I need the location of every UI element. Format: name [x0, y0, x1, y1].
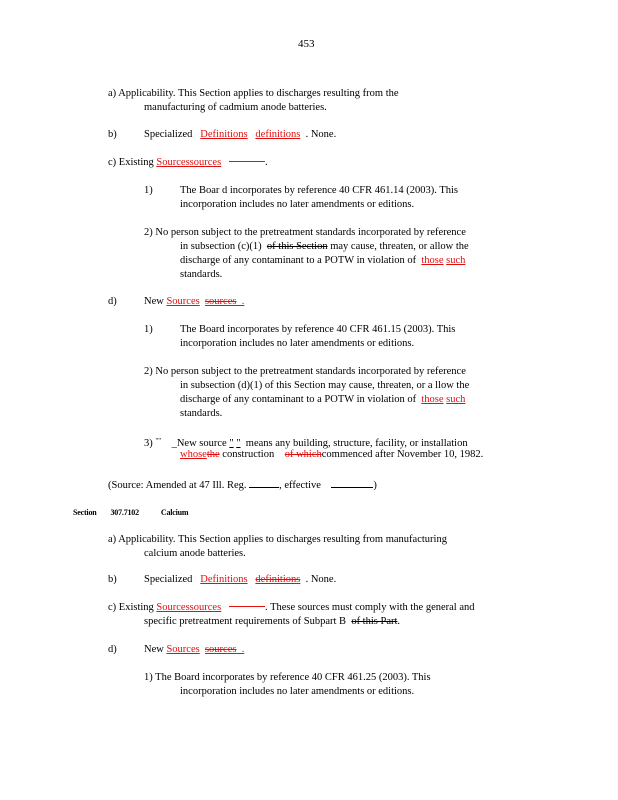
text: may cause, threaten, or allow the: [330, 241, 469, 252]
text: , effective: [279, 480, 321, 491]
text-line: [144, 254, 469, 268]
paragraph-d2: [144, 365, 469, 421]
text-line: [108, 615, 475, 629]
quote-mark: "": [155, 437, 162, 445]
deleted-text: of this Part: [351, 616, 398, 627]
text-line: calcium anode batteries.: [144, 548, 246, 559]
text: ): [373, 480, 377, 491]
text: (Source: Amended at 47 Ill. Reg.: [108, 480, 247, 491]
item-label: b): [108, 574, 117, 585]
text: in subsection (c)(1): [180, 241, 262, 252]
paragraph-d3: [144, 434, 483, 462]
inserted-text: Sources: [156, 602, 190, 613]
item-label: 1): [144, 185, 153, 196]
section-heading: [73, 506, 188, 520]
paragraph-d1: [144, 671, 431, 699]
blank-line: [331, 476, 373, 488]
section-word: Section: [73, 508, 97, 517]
text-line: incorporation includes no later amendments or editions.: [180, 686, 415, 697]
text: Specialized: [144, 129, 193, 140]
deleted-text: such: [446, 255, 466, 266]
section-title: Calcium: [160, 508, 189, 517]
deletion-mark: [229, 601, 265, 607]
text: . None.: [305, 129, 337, 140]
text-line: [144, 434, 483, 448]
text-line: standards.: [180, 269, 223, 280]
text-line: 2) No person subject to the pretreatment standards incorporated by reference: [144, 366, 466, 377]
subsection-b-definitions: [108, 128, 336, 142]
text: specific pretreatment requirements of Subpart B: [144, 616, 347, 627]
deleted-text: sources: [189, 602, 222, 613]
subsection-a-applicability: [108, 87, 399, 115]
deleted-text: sources: [204, 644, 237, 655]
deleted-text: sources: [189, 157, 222, 168]
subsection-c-existing-sources: [108, 601, 475, 629]
deleted-text: of which: [284, 449, 322, 460]
text-line: [108, 601, 475, 615]
text: . None.: [305, 574, 337, 585]
text-line: 2) No person subject to the pretreatment standards incorporated by reference: [144, 227, 466, 238]
text: .: [397, 616, 401, 627]
item-label: b): [108, 129, 117, 140]
text-line: [144, 393, 469, 407]
text: c) Existing: [108, 157, 154, 168]
item-label: 3): [144, 438, 153, 449]
subsection-a-applicability: [108, 533, 447, 561]
text-line: [144, 184, 458, 198]
text-line: a) Applicability. This Section applies to discharges resulting from the: [108, 88, 399, 99]
source-note: [108, 476, 377, 493]
text: Specialized: [144, 574, 193, 585]
deleted-text: the: [206, 449, 220, 460]
subsection-b-definitions: [108, 573, 336, 587]
item-label: d): [108, 644, 117, 655]
inserted-text: Definitions: [200, 574, 248, 585]
text-line: [144, 240, 469, 254]
text: discharge of any contaminant to a POTW in violation of: [180, 394, 417, 405]
paragraph-c2: [144, 226, 469, 282]
text-line: 1) The Board incorporates by reference 40 CFR 461.25 (2003). This: [144, 672, 431, 683]
quote-mark: ": [229, 438, 234, 449]
item-label: d): [108, 296, 117, 307]
deleted-text: such: [446, 394, 466, 405]
item-label: 1): [144, 324, 153, 335]
text: commenced after November 10, 1982.: [321, 449, 484, 460]
subsection-d-new-sources: d) New Sources sources .: [108, 296, 245, 307]
paragraph-c1: [144, 184, 458, 212]
inserted-text: Sources: [166, 296, 200, 307]
text-line: a) Applicability. This Section applies to discharges resulting from manufacturing: [108, 534, 447, 545]
subsection-d-new-sources: d) New Sources sources .: [108, 644, 245, 655]
text-line: standards.: [180, 408, 223, 419]
inserted-text: Sources: [166, 644, 200, 655]
text-line: [144, 448, 483, 462]
text: The Board incorporates by reference 40 CFR 461.15 (2003). This: [180, 324, 456, 335]
text: means any building, structure, facility, or installation: [245, 438, 468, 449]
deletion-mark: [229, 156, 265, 162]
text: c) Existing: [108, 602, 154, 613]
text-line: [144, 323, 455, 337]
subsection-c-existing-sources: c) Existing Sourcessources .: [108, 157, 268, 168]
deleted-text: definitions: [255, 574, 301, 585]
text: discharge of any contaminant to a POTW in violation of: [180, 255, 417, 266]
inserted-text: those: [421, 394, 444, 405]
text: New: [144, 296, 164, 307]
blank-line: [249, 476, 279, 488]
deleted-text: definitions: [255, 129, 301, 140]
deleted-text: of this Section: [266, 241, 328, 252]
text: construction: [222, 449, 275, 460]
quote-mark: ": [236, 438, 241, 449]
text: _New source: [171, 438, 227, 449]
text-line: manufacturing of cadmium anode batteries.: [144, 102, 327, 113]
section-number: 307.7102: [110, 508, 139, 517]
text-line: incorporation includes no later amendments or editions.: [180, 338, 415, 349]
deleted-text: sources: [204, 296, 237, 307]
page-number: 453: [298, 38, 315, 50]
text-line: in subsection (d)(1) of this Section may cause, threaten, or a llow the: [180, 380, 470, 391]
inserted-text: Definitions: [200, 129, 248, 140]
paragraph-d1: [144, 323, 455, 351]
inserted-text: whose: [180, 449, 207, 460]
text: The Boar d incorporates by reference 40 CFR 461.14 (2003). This: [180, 185, 458, 196]
inserted-text: those: [421, 255, 444, 266]
text: . These sources must comply with the general and: [265, 602, 475, 613]
inserted-text: Sources: [156, 157, 190, 168]
text-line: incorporation includes no later amendments or editions.: [180, 199, 415, 210]
text: New: [144, 644, 164, 655]
